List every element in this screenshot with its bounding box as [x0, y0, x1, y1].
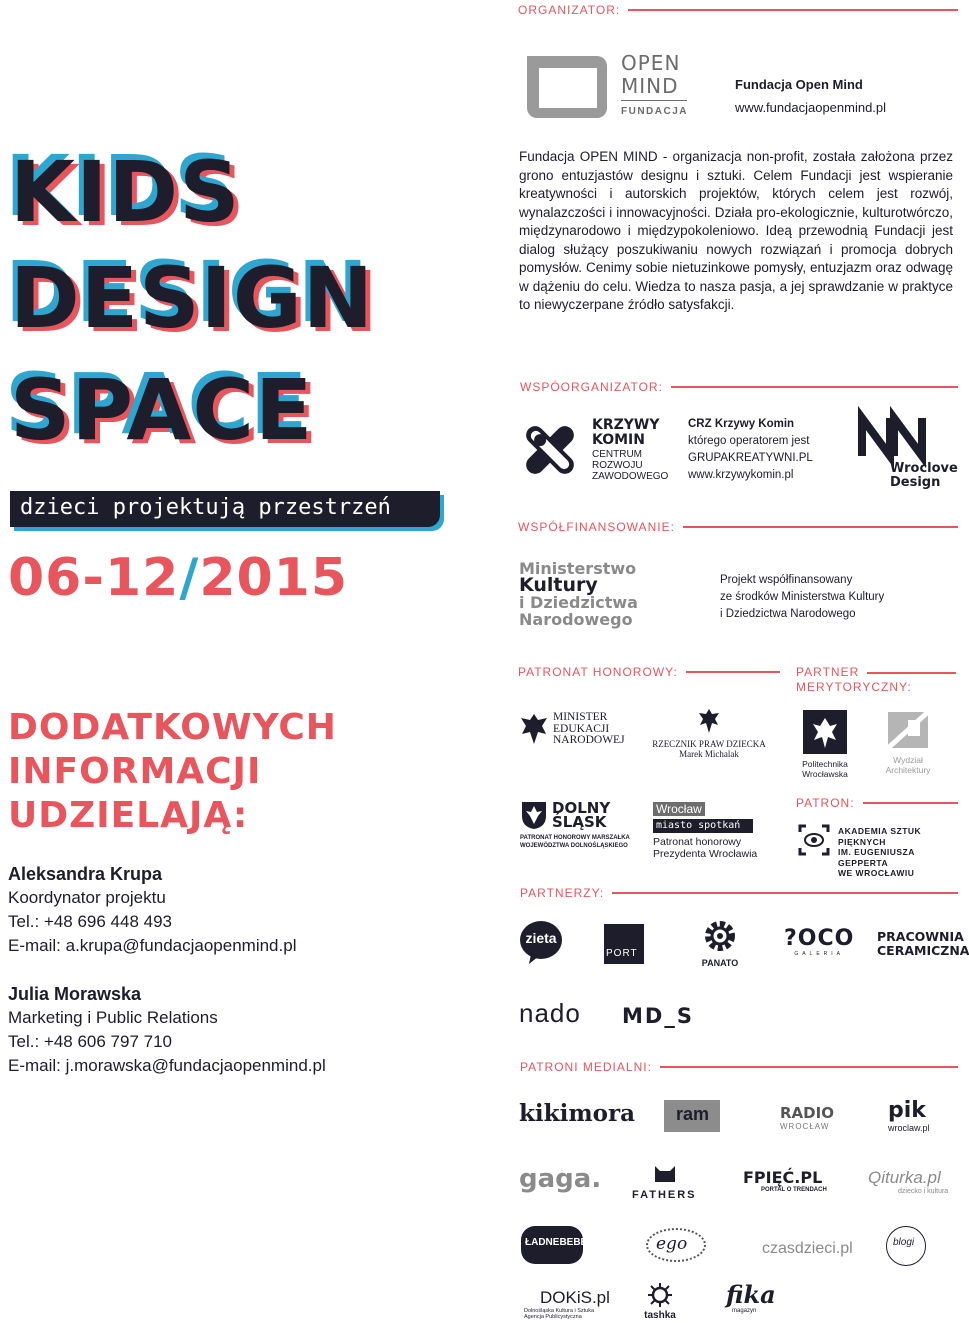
coorganizer-line3: GRUPAKREATYWNI.PL [688, 452, 813, 464]
contact-email[interactable]: E-mail: j.morawska@fundacjaopenmind.pl [8, 1056, 326, 1075]
contact-phone[interactable]: Tel.: +48 606 797 710 [8, 1032, 172, 1051]
blogi-label: blogi [893, 1237, 915, 1248]
poco-sublabel: GALERIA [794, 951, 844, 957]
open-mind-logo-word-mind: MIND [621, 74, 679, 98]
honorary-heading [518, 665, 780, 679]
coorganizer-heading-label: WSPÓORGANIZATOR: [520, 380, 663, 394]
ministry-logo-word-4: Narodowego [519, 610, 633, 629]
open-mind-logo-icon [519, 50, 611, 124]
organizer-heading [518, 3, 958, 17]
open-mind-logo-word-open: OPEN [621, 51, 681, 75]
rpd-line1: RZECZNIK PRAW DZIECKA [652, 739, 766, 749]
partner-poco-logo [784, 926, 854, 957]
men-line2: EDUKACJI [553, 722, 610, 735]
cat-icon [651, 1160, 679, 1184]
ds-line1: DOLNY [552, 799, 611, 817]
divider [612, 892, 958, 894]
ds-line2: ŚLĄSK [552, 813, 607, 831]
date-days: 06-12 [8, 548, 180, 608]
fpiec-sublabel: PORTAL O TRENDACH [761, 1187, 827, 1193]
dokis-sublabel: Dolnośląska Kultura i Sztuka [524, 1308, 595, 1314]
fathers-label: FATHERS [632, 1189, 697, 1201]
pik-sublabel: wroclaw.pl [888, 1123, 930, 1133]
rpd-logo [649, 708, 769, 759]
divider [867, 672, 956, 674]
fpiec-label: FPIĘĆ.PL [743, 1168, 823, 1187]
architecture-faculty-logo [881, 710, 935, 775]
media-heading-label: PATRONI MEDIALNI: [520, 1060, 652, 1074]
krzywy-komin-logo-word-3: CENTRUM [592, 449, 642, 460]
port-label: PORT [606, 948, 638, 959]
ministry-logo [519, 560, 638, 628]
tashka-label: tashka [644, 1310, 676, 1321]
coorganizer-line2: którego operatorem jest [688, 435, 810, 447]
organizer-description: Fundacja OPEN MIND - organizacja non-profit, została założona przez grono entuzjastów designu i sztuki. Celem Fundacji jest wspieranie kreatywności i autorskich projektów, których celem jest rozwój, wynalazczości i innowacyjności. Działa pro-ekologicznie, kulturotwórczo, międzynarodowo i międzypokoleniowo. Ideą przewodnią Fundacji jest dialog służący poszukiwaniu nowych rozwiązań i promocja dobrych pomysłów. Cenimy sobie nietuzinkowe pomysły, entuzjazm oraz odwagę w dążeniu do celu. Wiedza to nasza pasja, a jej sprawdzanie w praktyce to niewyczerpane źródło satysfakcji. [519, 149, 953, 312]
eagle-icon [519, 712, 549, 746]
krzywy-komin-logo-icon [518, 418, 582, 482]
pwr-line2: Wrocławska [802, 769, 848, 779]
merit-heading-line1: PARTNER [796, 665, 860, 679]
zieta-label: zieta [525, 930, 557, 946]
flower-icon [644, 1282, 676, 1308]
partner-merit-heading [796, 665, 956, 695]
media-dokis-logo [520, 1288, 610, 1320]
event-title [10, 143, 375, 459]
partner-panato-logo [700, 918, 740, 968]
honorary-heading-label: PATRONAT HONOROWY: [518, 665, 678, 679]
info-heading [8, 706, 337, 838]
ego-label: ego [656, 1234, 688, 1254]
title-line-kids: KIDS [10, 143, 241, 241]
patron-line1: AKADEMIA SZTUK PIĘKNYCH [838, 826, 922, 847]
contact-phone[interactable]: Tel.: +48 696 448 493 [8, 912, 172, 931]
coorganizer-heading [520, 380, 958, 394]
qiturka-label: Qiturka.pl [868, 1168, 941, 1187]
media-tashka-logo [644, 1282, 676, 1321]
pwr-line1: Politechnika [802, 759, 848, 769]
krzywy-komin-logo [518, 418, 668, 482]
media-ego-logo [646, 1228, 706, 1262]
media-kikimora-logo: kikimora [519, 1100, 636, 1127]
asp-logo-icon [796, 822, 832, 858]
krzywy-komin-logo-word-5: ZAWODOWEGO [592, 471, 669, 482]
poco-label: ?OCO [784, 926, 855, 951]
ds-line4: WOJEWÓDZTWA DOLNOŚLĄSKIEGO [520, 843, 628, 849]
pracownia-line1: PRACOWNIA [877, 929, 964, 944]
media-blogi-logo [886, 1226, 926, 1266]
men-logo [519, 712, 629, 750]
media-fika-logo [726, 1282, 776, 1314]
wroclove-word-2: Design [890, 475, 941, 490]
cofinancing-heading [518, 520, 958, 534]
media-gaga-logo: gaga. [519, 1164, 602, 1194]
partner-pracownia-logo [877, 930, 969, 958]
contact-role: Koordynator projektu [8, 888, 166, 907]
contact-role: Marketing i Public Relations [8, 1008, 218, 1027]
contact-name: Julia Morawska [8, 984, 142, 1004]
pwr-crest-icon [803, 710, 847, 754]
info-heading-line1: DODATKOWYCH [8, 707, 337, 748]
title-line-space: SPACE [10, 361, 314, 459]
wr-line1: Wrocław [653, 802, 705, 816]
gear-icon [702, 918, 738, 954]
date-slash: / [179, 548, 200, 608]
pracownia-line2: CERAMICZNA [877, 943, 969, 958]
wroclaw-logo [653, 800, 763, 860]
merit-heading-line2: MERYTORYCZNY: [796, 680, 912, 694]
wroclove-design-logo-icon [860, 416, 926, 458]
contact-card [8, 982, 326, 1078]
rpd-line2: Marek Michalak [679, 749, 739, 759]
date-year: 2015 [199, 548, 349, 608]
coorganizer-name: CRZ Krzywy Komin [688, 418, 795, 430]
contact-card [8, 862, 296, 958]
men-line1: MINISTER [553, 711, 608, 723]
radio-label: RADIO [780, 1104, 834, 1122]
coorganizer-info [688, 416, 813, 484]
coat-of-arms-icon [520, 800, 548, 830]
dokis-label: DOKiS.pl [540, 1288, 610, 1307]
media-ladnebebe-logo [521, 1226, 588, 1264]
media-qiturka-logo [868, 1168, 948, 1195]
ministry-logo-word-3: i Dziedzictwa [519, 593, 638, 612]
eagle-icon [698, 708, 720, 734]
wr-line4: Prezydenta Wrocławia [653, 848, 758, 860]
wa-line2: Architektury [885, 765, 931, 775]
asp-logo [796, 822, 958, 878]
cofinancing-info [720, 572, 884, 623]
dokis-sublabel-2: Agencja Publicystyczna [524, 1314, 582, 1320]
open-mind-logo [519, 50, 689, 124]
contact-name: Aleksandra Krupa [8, 864, 163, 884]
partners-heading [520, 886, 958, 900]
patron-line3: WE WROCŁAWIU [838, 868, 915, 878]
wroclove-word-1: Wroclove [890, 461, 958, 476]
media-fathers-logo [634, 1160, 697, 1201]
pwr-logo [800, 710, 850, 779]
media-czasdzieci-logo: czasdzieci.pl [762, 1240, 853, 1257]
dolny-slask-logo [520, 800, 640, 852]
pik-label: pik [888, 1098, 926, 1123]
divider [863, 802, 958, 804]
ram-label: ram [676, 1104, 710, 1124]
men-line3: NARODOWEJ [553, 734, 625, 746]
tagline: dzieci projektują przestrzeń [10, 491, 440, 527]
organizer-url[interactable]: www.fundacjaopenmind.pl [735, 100, 887, 115]
divider [686, 671, 780, 673]
info-heading-line3: UDZIELAJĄ: [8, 795, 249, 836]
media-radio-logo [760, 1104, 834, 1131]
divider [671, 386, 958, 388]
ministry-logo-word-2: Kultury [519, 574, 598, 596]
info-heading-line2: INFORMACJI [8, 751, 262, 792]
fika-sublabel: magazyn [732, 1308, 757, 1314]
cofinancing-line3: i Dziedzictwa Narodowego [720, 608, 856, 620]
wa-line1: Wydział [893, 755, 923, 765]
ministry-logo-word-1: Ministerstwo [519, 559, 637, 578]
qiturka-sublabel: dziecko i kultura [898, 1188, 949, 1195]
partner-port-logo [604, 924, 644, 964]
krzywy-komin-logo-word-2: KOMIN [592, 432, 645, 448]
media-fpiec-logo [743, 1168, 827, 1193]
fika-label: fika [726, 1280, 776, 1309]
partner-nado-logo: nado [519, 998, 581, 1028]
media-ram-logo [664, 1100, 720, 1132]
partner-zieta-logo [519, 920, 563, 971]
divider [660, 1066, 958, 1068]
partners-heading-label: PARTNERZY: [520, 886, 605, 900]
patron-heading [796, 796, 958, 810]
architecture-icon [886, 710, 930, 750]
radio-sublabel: WROCŁAW [780, 1122, 830, 1131]
divider [628, 9, 958, 11]
wroclove-design-logo [860, 416, 956, 488]
ds-line3: PATRONAT HONOROWY MARSZAŁKA [520, 835, 630, 841]
patron-line2: IM. EUGENIUSZA GEPPERTA [838, 847, 915, 868]
organizer-name: Fundacja Open Mind [735, 77, 863, 92]
ladnebebe-label: ŁADNEBEBE [525, 1237, 588, 1248]
media-heading [520, 1060, 958, 1074]
patron-heading-label: PATRON: [796, 796, 855, 810]
partner-mds-logo: MD_S [622, 1004, 694, 1028]
cofinancing-line1: Projekt współfinansowany [720, 574, 853, 586]
media-pik-logo [888, 1098, 930, 1133]
contact-email[interactable]: E-mail: a.krupa@fundacjaopenmind.pl [8, 936, 297, 955]
event-date [8, 548, 348, 608]
panato-label: PANATO [701, 958, 739, 968]
open-mind-logo-word-fundacja: FUNDACJA [621, 106, 688, 117]
wr-line3: Patronat honorowy [653, 836, 742, 848]
wr-line2: miasto spotkań [653, 819, 753, 833]
krzywy-komin-logo-word-4: ROZWOJU [592, 460, 643, 471]
krzywy-komin-logo-word-1: KRZYWY [592, 417, 660, 433]
organizer-heading-label: ORGANIZATOR: [518, 3, 621, 17]
cofinancing-heading-label: WSPÓŁFINANSOWANIE: [518, 520, 675, 534]
cofinancing-line2: ze środków Ministerstwa Kultury [720, 591, 885, 603]
divider [683, 526, 958, 528]
title-line-design: DESIGN [10, 249, 375, 347]
coorganizer-url[interactable]: www.krzywykomin.pl [688, 469, 794, 481]
